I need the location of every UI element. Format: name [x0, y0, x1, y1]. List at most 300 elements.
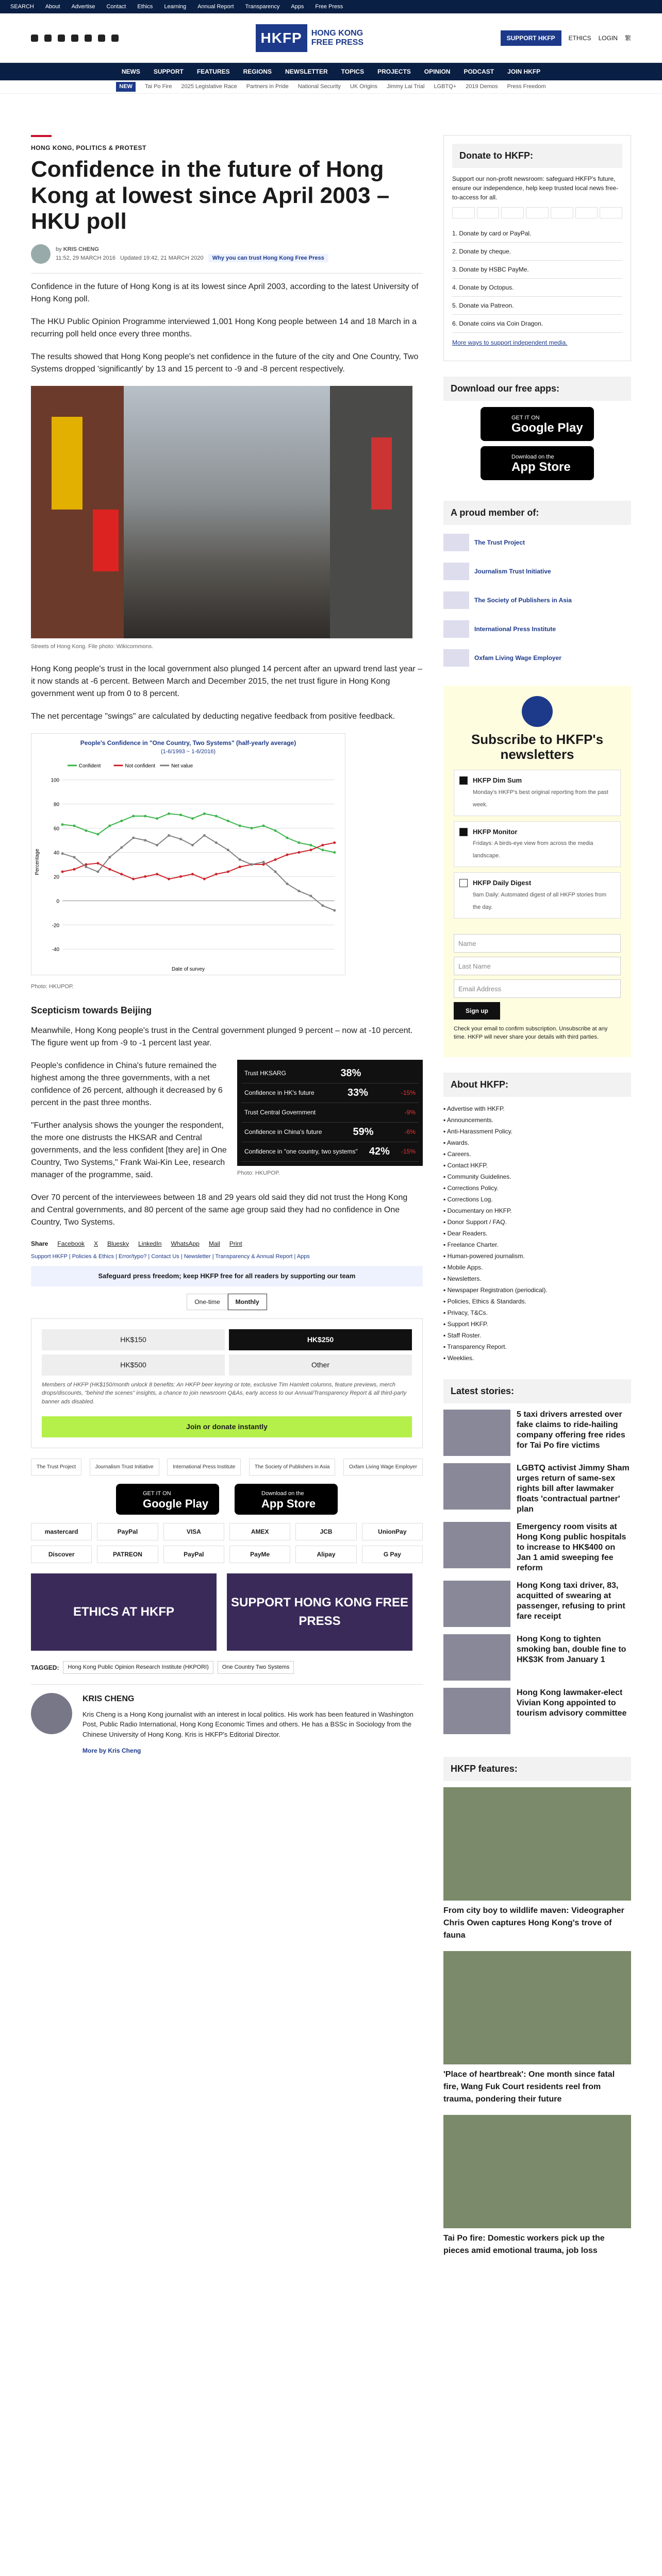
- author-link[interactable]: KRIS CHENG: [63, 246, 99, 253]
- youtube-icon[interactable]: [71, 35, 78, 42]
- apps-heading: Download our free apps:: [443, 377, 631, 401]
- about-heading: About HKFP:: [443, 1073, 631, 1097]
- data-point: [61, 823, 64, 826]
- about-link[interactable]: ▪ Weeklies.: [443, 1354, 474, 1362]
- search-link[interactable]: SEARCH: [10, 3, 34, 10]
- share-mail[interactable]: Mail: [208, 1240, 220, 1247]
- linkedin-icon[interactable]: [98, 35, 105, 42]
- y-axis-label: Percentage: [35, 849, 41, 875]
- confidence-chart: [31, 733, 345, 975]
- paragraph: Confidence in the future of Hong Kong is at its lowest since April 2003, according to the latest University of Hong Kong poll.: [31, 282, 419, 303]
- join-button[interactable]: Join or donate instantly: [42, 1416, 412, 1437]
- jti-logo[interactable]: Journalism Trust Initiative: [90, 1459, 159, 1476]
- shop-sign: [93, 510, 119, 571]
- payment-icons: [31, 1523, 423, 1563]
- data-point: [85, 863, 87, 866]
- trending-item[interactable]: 2019 Demos: [466, 83, 498, 90]
- store-name: Google Play: [511, 421, 583, 435]
- data-point: [73, 868, 75, 871]
- amount-option-selected[interactable]: HK$250: [229, 1329, 412, 1350]
- story-thumbnail: [443, 1688, 510, 1734]
- paragraph: People's confidence in China's future remained the highest among the three governments, with a net confidence of 26 percent, although it decreased by 6 percent in the past three months.: [31, 1061, 223, 1107]
- legend-label: Not confident: [125, 764, 156, 770]
- feature-story[interactable]: [443, 1787, 631, 1942]
- features-heading: HKFP features:: [443, 1757, 631, 1781]
- member-logo[interactable]: Journalism Trust Initiative: [443, 560, 631, 583]
- data-point: [274, 871, 277, 873]
- payme-icon: [551, 207, 573, 218]
- tags-label: TAGGED:: [31, 1664, 59, 1671]
- data-point: [239, 825, 241, 827]
- mastercard-icon: mastercard: [31, 1523, 92, 1540]
- feature-story[interactable]: [443, 2115, 631, 2257]
- chart-grid: [51, 778, 334, 953]
- row-value: 38%: [340, 1067, 361, 1079]
- table-caption: Photo: HKUPOP.: [237, 1170, 280, 1176]
- instagram-icon[interactable]: [58, 35, 65, 42]
- row-change: -15%: [401, 1148, 416, 1156]
- data-point: [156, 873, 158, 875]
- latest-heading: Latest stories:: [443, 1379, 631, 1403]
- telegram-icon[interactable]: [111, 35, 119, 42]
- row-value: 33%: [347, 1087, 368, 1099]
- paypal-icon: PayPal: [97, 1523, 158, 1540]
- trust-project-icon: [443, 534, 469, 551]
- logo-text: [311, 29, 363, 47]
- data-point: [321, 849, 324, 852]
- data-point: [156, 818, 158, 820]
- donate-heading: Donate to HKFP:: [452, 144, 622, 168]
- divider: [31, 273, 423, 274]
- text-with-table: [31, 1060, 423, 1192]
- data-point: [85, 866, 87, 868]
- app-store-button[interactable]: [235, 1484, 338, 1515]
- data-point: [203, 812, 206, 815]
- login-link[interactable]: LOGIN: [598, 34, 618, 42]
- topbar-about[interactable]: About: [45, 3, 60, 10]
- safeguard-banner: Safeguard press freedom; keep HKFP free for all readers by supporting our team: [31, 1266, 423, 1286]
- section-heading: Scepticism towards Beijing: [31, 1005, 152, 1015]
- about-link[interactable]: ▪ Transparency Report.: [443, 1343, 507, 1350]
- mastercard-icon: [452, 207, 475, 218]
- newsletter-note: Check your email to confirm subscription. Unsubscribe at any time. HKFP will never share your details with third parties.: [454, 1025, 608, 1041]
- trending-item[interactable]: Jimmy Lai Trial: [387, 83, 425, 90]
- patreon-icon: [600, 207, 622, 218]
- trust-link[interactable]: Why you can trust Hong Kong Free Press: [208, 254, 328, 262]
- latest-story[interactable]: [443, 1581, 631, 1627]
- table-row: [241, 1083, 419, 1103]
- topbar-free-press[interactable]: Free Press: [315, 3, 343, 10]
- checkbox-checked[interactable]: [459, 828, 468, 836]
- language-toggle[interactable]: 繁: [624, 34, 631, 42]
- share-whatsapp[interactable]: WhatsApp: [171, 1240, 200, 1247]
- ipi-logo[interactable]: International Press Institute: [167, 1459, 241, 1476]
- data-point: [96, 833, 99, 836]
- byline-text: [56, 245, 328, 262]
- sidebar-google-play[interactable]: [481, 407, 594, 441]
- x-icon[interactable]: [44, 35, 52, 42]
- latest-story[interactable]: [443, 1688, 631, 1734]
- data-point: [61, 853, 64, 855]
- member-logo[interactable]: International Press Institute: [443, 618, 631, 640]
- data-point: [144, 839, 146, 842]
- nav-features[interactable]: FEATURES: [196, 68, 230, 75]
- checkbox-unchecked[interactable]: [459, 879, 468, 887]
- store-name: Google Play: [143, 1497, 209, 1510]
- chart-lines: [61, 812, 336, 912]
- threads-icon[interactable]: [85, 35, 92, 42]
- nav-regions[interactable]: REGIONS: [243, 68, 272, 75]
- newsletter-option[interactable]: HKFP Dim Sum Monday's HKFP's best original reporting from the past week.: [454, 770, 621, 816]
- store-small: Download on the: [511, 453, 554, 460]
- topbar-annual-report[interactable]: Annual Report: [197, 3, 234, 10]
- feature-stories: [443, 1787, 631, 2257]
- about-link[interactable]: ▪ Announcements.: [443, 1116, 493, 1124]
- series-line: [62, 843, 335, 879]
- author-bio: Kris Cheng is a Hong Kong journalist with an interest in local politics. His work has been featured in Washington Post, Public Radio International, Hong Kong Economic Times and others. He has a BSSc in Sociology from the Chinese University of Hong Kong. Kris is HKFP's Editorial Director.: [82, 1710, 413, 1738]
- member-logo[interactable]: The Trust Project: [443, 531, 631, 554]
- row-change: -6%: [404, 1128, 416, 1136]
- share-print[interactable]: Print: [229, 1240, 242, 1247]
- share-facebook[interactable]: Facebook: [57, 1240, 85, 1247]
- shop-sign: [371, 437, 392, 510]
- google-play-button[interactable]: [116, 1484, 219, 1515]
- data-point: [321, 844, 324, 846]
- series-line: [62, 814, 335, 853]
- poll-table-figure: [237, 1060, 423, 1192]
- data-point: [73, 825, 75, 827]
- data-point: [297, 851, 300, 854]
- feature-story[interactable]: [443, 1951, 631, 2106]
- about-link[interactable]: ▪ Support HKFP.: [443, 1320, 488, 1328]
- article: [31, 135, 423, 2266]
- donate-step[interactable]: 6. Donate coins via Coin Dragon.: [452, 315, 622, 333]
- nav-podcast[interactable]: PODCAST: [464, 68, 494, 75]
- story-thumbnail: [443, 1410, 510, 1456]
- one-time-tab[interactable]: One-time: [187, 1294, 227, 1310]
- row-change: -9%: [404, 1109, 416, 1116]
- share-linkedin[interactable]: LinkedIn: [138, 1240, 162, 1247]
- data-point: [321, 905, 324, 907]
- data-point: [309, 849, 312, 852]
- monthly-tab[interactable]: Monthly: [228, 1294, 267, 1310]
- paragraph: "Further analysis shows the younger the respondent, the more one distrusts the HKSAR and Central governments, and the less confident [they are] in One Country, Two Systems," Frank Wai-Kin Lee, research manager of the programme, said.: [31, 1121, 227, 1179]
- y-tick-label: -40: [52, 947, 60, 953]
- logo-box: HKFP: [256, 24, 307, 52]
- logo-line-1: HONG KONG: [311, 28, 363, 38]
- trending-bar: [0, 80, 662, 94]
- about-link[interactable]: ▪ Privacy, T&Cs.: [443, 1309, 488, 1316]
- data-point: [286, 883, 289, 885]
- article-category[interactable]: HONG KONG, POLITICS & PROTEST: [31, 144, 146, 151]
- feature-title: From city boy to wildlife maven: Videographer Chris Owen captures Hong Kong's trove of fauna: [443, 1906, 624, 1940]
- more-ways-link[interactable]: More ways to support independent media.: [452, 339, 568, 346]
- store-name: App Store: [261, 1497, 316, 1510]
- about-link[interactable]: ▪ Careers.: [443, 1150, 471, 1158]
- data-point: [179, 838, 182, 840]
- signup-button[interactable]: Sign up: [454, 1002, 500, 1020]
- paragraph: The results showed that Hong Kong people's net confidence in the future of the city and One Country, Two Systems dropped 'significantly' by 13 and 15 percent to -9 and -8 percent respectively.: [31, 352, 419, 374]
- story-title: LGBTQ activist Jimmy Sham urges return of same-sex rights bill after lawmaker floats 'contractual partner' plan: [517, 1463, 630, 1514]
- topbar-learning[interactable]: Learning: [164, 3, 187, 10]
- chart-legend: [68, 764, 193, 769]
- latest-story[interactable]: [443, 1463, 631, 1515]
- data-point: [215, 841, 218, 844]
- about-link[interactable]: ▪ Human-powered journalism.: [443, 1252, 525, 1260]
- data-point: [251, 863, 253, 866]
- about-link[interactable]: ▪ Contact HKFP.: [443, 1161, 488, 1169]
- amex-icon: [501, 207, 524, 218]
- donate-step[interactable]: 1. Donate by card or PayPal.: [452, 225, 622, 243]
- data-point: [108, 856, 111, 859]
- updated-date: Updated 19:42, 21 MARCH 2020: [120, 255, 204, 261]
- data-point: [168, 834, 170, 837]
- about-link[interactable]: ▪ Staff Roster.: [443, 1331, 482, 1339]
- hkfp-badge-icon: [522, 696, 553, 727]
- feature-image: [443, 1787, 631, 1901]
- chart-subtitle: (1-6/1993 ~ 1-6/2016): [160, 749, 216, 755]
- trending-item[interactable]: National Security: [297, 83, 341, 90]
- donate-step[interactable]: 2. Donate by cheque.: [452, 243, 622, 261]
- newsletter-title: Subscribe to HKFP's newsletters: [471, 732, 604, 762]
- data-point: [96, 862, 99, 865]
- y-tick-label: 60: [54, 826, 60, 832]
- amount-option[interactable]: Other: [229, 1354, 412, 1376]
- amount-option[interactable]: HK$500: [42, 1354, 225, 1376]
- feature-image: [443, 2115, 631, 2228]
- about-link[interactable]: ▪ Dear Readers.: [443, 1229, 488, 1237]
- data-point: [297, 841, 300, 844]
- donate-box: [31, 1318, 423, 1449]
- data-point: [203, 878, 206, 880]
- data-point: [297, 890, 300, 892]
- chart-caption: Photo: HKUPOP.: [31, 984, 74, 990]
- data-point: [215, 815, 218, 818]
- share-bar: [31, 1239, 423, 1248]
- share-x[interactable]: X: [94, 1240, 98, 1247]
- ethics-link[interactable]: ETHICS: [568, 34, 591, 42]
- latest-story[interactable]: [443, 1410, 631, 1456]
- about-link[interactable]: ▪ Community Guidelines.: [443, 1173, 511, 1180]
- nav-support[interactable]: SUPPORT: [153, 68, 184, 75]
- author-details: [82, 1693, 423, 1757]
- header-actions: [501, 30, 631, 46]
- author-name[interactable]: KRIS CHENG: [82, 1694, 135, 1703]
- share-bluesky[interactable]: Bluesky: [107, 1240, 129, 1247]
- tag[interactable]: One Country Two Systems: [218, 1661, 294, 1674]
- data-point: [227, 871, 229, 873]
- about-link[interactable]: ▪ Corrections Policy.: [443, 1184, 499, 1192]
- sopa-icon: [443, 591, 469, 609]
- latest-story[interactable]: [443, 1634, 631, 1681]
- newsletter-option[interactable]: HKFP Daily Digest 9am Daily: Automated digest of all HKFP stories from the day.: [454, 872, 621, 919]
- support-links[interactable]: Support HKFP | Policies & Ethics | Error/typo? | Contact Us | Newsletter | Transparency & Annual Report | Apps: [31, 1253, 310, 1260]
- trending-item[interactable]: Press Freedom: [507, 83, 546, 90]
- trending-item[interactable]: UK Origins: [350, 83, 378, 90]
- paragraph-group: [31, 1060, 227, 1192]
- article-title: Confidence in the future of Hong Kong at lowest since April 2003 – HKU poll: [31, 157, 390, 234]
- social-icons: [31, 35, 119, 42]
- latest-story[interactable]: [443, 1522, 631, 1573]
- page-body: [0, 135, 662, 2266]
- gpay-icon: G Pay: [362, 1546, 423, 1563]
- data-point: [333, 851, 336, 854]
- topbar-advertise[interactable]: Advertise: [71, 3, 95, 10]
- about-link[interactable]: ▪ Newspaper Registration (periodical).: [443, 1286, 548, 1294]
- ethics-video[interactable]: ETHICS AT HKFP: [31, 1573, 217, 1651]
- y-tick-label: 100: [51, 777, 60, 784]
- amount-option[interactable]: HK$150: [42, 1329, 225, 1350]
- patreon-icon: PATREON: [97, 1546, 158, 1563]
- feature-title: Tai Po fire: Domestic workers pick up the pieces amid emotional trauma, job loss: [443, 2233, 605, 2255]
- data-point: [239, 866, 241, 868]
- last-name-input[interactable]: Last Name: [454, 957, 621, 975]
- amex-icon: AMEX: [229, 1523, 290, 1540]
- data-point: [85, 829, 87, 832]
- facebook-icon[interactable]: [31, 35, 38, 42]
- sidebar-app-store[interactable]: [481, 446, 594, 480]
- newsletter-option[interactable]: HKFP Monitor Fridays: A birds-eye view from across the media landscape.: [454, 821, 621, 868]
- data-point: [227, 849, 229, 852]
- donate-widget: [443, 135, 631, 361]
- about-link[interactable]: ▪ Freelance Charter.: [443, 1241, 499, 1248]
- data-point: [227, 820, 229, 822]
- nav-join[interactable]: JOIN HKFP: [507, 68, 541, 75]
- author-photo: [31, 1693, 72, 1734]
- publish-date: 11:52, 29 MARCH 2016: [56, 255, 115, 261]
- member-logo[interactable]: The Society of Publishers in Asia: [443, 589, 631, 612]
- nav-topics[interactable]: TOPICS: [341, 68, 365, 75]
- trending-item[interactable]: 2025 Legislative Race: [181, 83, 237, 90]
- store-small: GET IT ON: [511, 414, 540, 421]
- paypal-icon: [526, 207, 549, 218]
- about-link[interactable]: ▪ Corrections Log.: [443, 1195, 493, 1203]
- name-input[interactable]: Name: [454, 934, 621, 953]
- octopus-icon: [575, 207, 598, 218]
- more-by-author-link[interactable]: More by Kris Cheng: [82, 1747, 141, 1755]
- data-point: [120, 846, 123, 849]
- payment-row: [452, 207, 622, 218]
- about-link[interactable]: ▪ Anti-Harassment Policy.: [443, 1127, 513, 1135]
- paragraph: Over 70 percent of the interviewees between 18 and 29 years old said they did not trust the Hong Kong and Central governments, and 80 percent of the same age group said they had no confidence in One Country, Two Systems.: [31, 1193, 408, 1227]
- topbar-ethics[interactable]: Ethics: [137, 3, 153, 10]
- topbar-contact[interactable]: Contact: [106, 3, 126, 10]
- about-link[interactable]: ▪ Mobile Apps.: [443, 1263, 483, 1271]
- newsletter-widget: [443, 686, 631, 1057]
- email-input[interactable]: Email Address: [454, 979, 621, 998]
- data-point: [168, 878, 170, 880]
- data-point: [309, 844, 312, 846]
- story-title: Hong Kong lawmaker-elect Vivian Kong appointed to tourism advisory committee: [517, 1688, 627, 1718]
- data-point: [262, 861, 265, 863]
- trending-item[interactable]: Tai Po Fire: [144, 83, 172, 90]
- nav-news[interactable]: NEWS: [121, 68, 140, 75]
- topbar-apps[interactable]: Apps: [291, 3, 304, 10]
- about-link[interactable]: ▪ Policies, Ethics & Standards.: [443, 1297, 526, 1305]
- partner-logos: [31, 1459, 423, 1476]
- tag-list: [31, 1661, 423, 1674]
- donate-step[interactable]: 5. Donate via Patreon.: [452, 297, 622, 315]
- table-row: [241, 1103, 419, 1123]
- donate-step[interactable]: 3. Donate by HSBC PayMe.: [452, 261, 622, 279]
- legend-label: Confident: [78, 764, 101, 770]
- about-link[interactable]: ▪ Newsletters.: [443, 1275, 482, 1282]
- trending-item[interactable]: LGBTQ+: [434, 83, 457, 90]
- members-note: Members of HKFP (HK$150/month unlock 8 benefits: An HKFP beer keyring or tote, exclusive Tim Hamlett columns, feature previews, merch drops/discounts, "behind the scenes" insights, a chance to join newsroom Q&As, early access to our Annual/Transparency Report & all third-party banner ads disabled.: [42, 1381, 407, 1405]
- trust-project-logo[interactable]: The Trust Project: [31, 1459, 81, 1476]
- support-video[interactable]: SUPPORT HONG KONG FREE PRESS: [227, 1573, 412, 1651]
- member-heading: A proud member of:: [443, 501, 631, 525]
- data-point: [179, 875, 182, 878]
- sopa-logo[interactable]: The Society of Publishers in Asia: [249, 1459, 336, 1476]
- top-utility-bar: [0, 0, 662, 13]
- store-small: GET IT ON: [143, 1490, 171, 1497]
- accent-bar: [31, 135, 52, 137]
- main-nav: [0, 63, 662, 80]
- donate-text: Support our non-profit newsroom: safeguard HKFP's future, ensure our independence, help keep trusted local news free-to-access for all.: [452, 175, 619, 201]
- y-tick-label: -20: [52, 923, 60, 929]
- row-label: Trust Central Government: [244, 1109, 316, 1116]
- site-logo[interactable]: [256, 24, 364, 52]
- store-small: Download on the: [261, 1490, 304, 1497]
- about-link[interactable]: ▪ Documentary on HKFP.: [443, 1207, 512, 1214]
- table-row: [241, 1064, 419, 1083]
- topbar-transparency[interactable]: Transparency: [245, 3, 280, 10]
- y-tick-label: 40: [54, 850, 60, 856]
- tag[interactable]: Hong Kong Public Opinion Research Institute (HKPORI): [63, 1661, 213, 1674]
- donate-step[interactable]: 4. Donate by Octopus.: [452, 279, 622, 297]
- about-link[interactable]: ▪ Advertise with HKFP.: [443, 1105, 505, 1112]
- chart-title: People's Confidence in "One Country, Two Systems" (half-yearly average): [80, 739, 296, 747]
- nav-projects[interactable]: PROJECTS: [377, 68, 411, 75]
- photo-caption: Streets of Hong Kong. File photo: Wikicommons.: [31, 643, 154, 650]
- data-point: [191, 844, 194, 846]
- story-thumbnail: [443, 1634, 510, 1681]
- support-button[interactable]: SUPPORT HKFP: [501, 30, 561, 46]
- data-point: [108, 825, 111, 827]
- data-point: [215, 873, 218, 875]
- jti-icon: [443, 563, 469, 580]
- data-point: [120, 873, 123, 875]
- data-point: [132, 815, 135, 818]
- table-row: [241, 1123, 419, 1142]
- legend-label: Net value: [171, 764, 193, 770]
- row-label: Confidence in China's future: [244, 1128, 322, 1136]
- checkbox-checked[interactable]: [459, 776, 468, 785]
- oxfam-logo[interactable]: Oxfam Living Wage Employer: [343, 1459, 423, 1476]
- data-point: [73, 856, 75, 859]
- data-point: [132, 837, 135, 839]
- nav-newsletter[interactable]: NEWSLETTER: [285, 68, 328, 75]
- y-tick-label: 20: [54, 874, 60, 880]
- unionpay-icon: UnionPay: [362, 1523, 423, 1540]
- feature-title: 'Place of heartbreak': One month since fatal fire, Wang Fuk Court residents reel from trauma, pondering their future: [443, 2070, 615, 2104]
- about-link[interactable]: ▪ Awards.: [443, 1139, 470, 1146]
- nav-opinion[interactable]: OPINION: [424, 68, 451, 75]
- about-link[interactable]: ▪ Donor Support / FAQ.: [443, 1218, 507, 1226]
- member-logo[interactable]: Oxfam Living Wage Employer: [443, 647, 631, 669]
- data-point: [191, 818, 194, 820]
- data-point: [108, 868, 111, 871]
- byline-by: by: [56, 246, 62, 253]
- author-box: [31, 1684, 423, 1757]
- trending-item[interactable]: Partners in Pride: [246, 83, 289, 90]
- row-value: 42%: [369, 1146, 390, 1158]
- byline: [31, 244, 423, 264]
- amount-options: [42, 1329, 412, 1376]
- share-label: Share: [31, 1240, 48, 1247]
- building-right: [330, 386, 412, 638]
